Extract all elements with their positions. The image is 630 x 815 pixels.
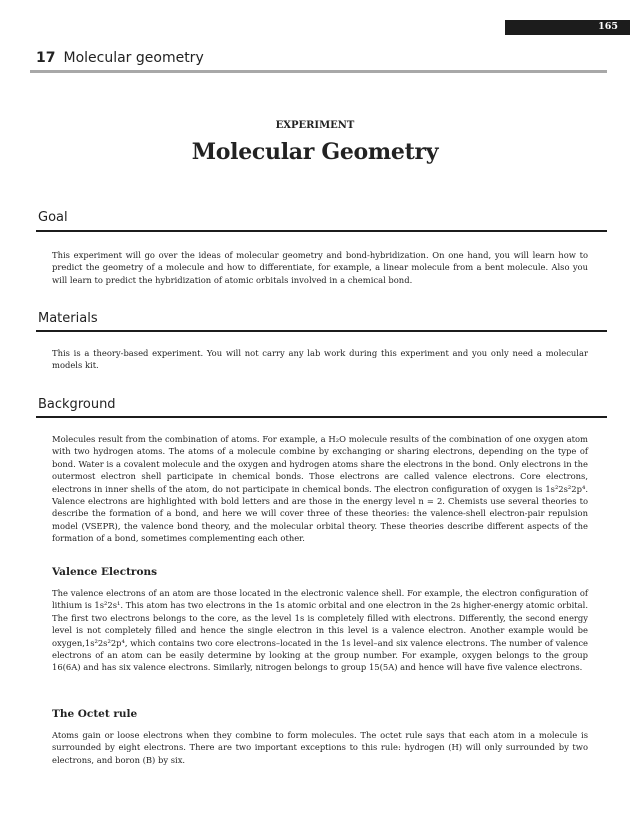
chapter-title: Molecular geometry <box>63 50 204 66</box>
chapter-number: 17 <box>36 50 56 66</box>
goal-heading: Goal <box>38 210 68 225</box>
octet-paragraph: Atoms gain or loose electrons when they combine to form molecules. The octet rule says that each atom in a molecule is surrounded by eight electrons. There are two important exceptions to this rule: hydrogen (H) will only surrounded by two electrons, and boron (B) by six. <box>52 730 588 765</box>
page-number-bar <box>505 20 630 35</box>
materials-paragraph: This is a theory-based experiment. You will not carry any lab work during this experiment and you only need a molecular models kit. <box>52 348 588 371</box>
materials-rule <box>36 330 607 332</box>
goal-paragraph: This experiment will go over the ideas of molecular geometry and bond-hybridization. On one hand, you will learn how to predict the geometry of a molecule and how to differentiate, for example, a linear molecule from a bent molecule. Also you will learn to predict the hybridization of atomic orbitals involved in a chemical bond. <box>52 250 588 285</box>
materials-heading: Materials <box>38 311 98 326</box>
background-heading: Background <box>38 397 116 412</box>
goal-rule <box>36 230 607 232</box>
chapter-header <box>36 50 204 66</box>
octet-heading: The Octet rule <box>52 708 138 720</box>
experiment-title: Molecular Geometry <box>191 139 439 165</box>
background-paragraph: Molecules result from the combination of atoms. For example, a H₂O molecule results of the combination of one oxygen atom with two hydrogen atoms. The atoms of a molecule combine by exchanging or sharing electrons, depending on the type of bond. Water is a covalent molecule and the oxygen and hydrogen atoms share the electrons in the bond. Only electrons in the outermost electron shell participate in chemical bonds. Those electrons are called valence electrons. Core electrons, electrons in inner shells of the atom, do not participate in chemical bonds. The electron configuration of oxygen is 1s²2s²2p⁴. Valence electrons are highlighted with bold letters and are those in the energy level n = 2. Chemists use several theories to describe the formation of a bond, and here we will cover three of these theories: the valence-shell electron-pair repulsion model (VSEPR), the valence bond theory, and the molecular orbital theory. These theories describe different aspects of the formation of a bond, sometimes complementing each other. <box>52 434 588 544</box>
chapter-rule <box>30 70 607 73</box>
valence-heading: Valence Electrons <box>52 566 158 578</box>
background-rule <box>36 416 607 418</box>
page-number: 165 <box>598 21 618 32</box>
valence-paragraph: The valence electrons of an atom are those located in the electronic valence shell. For example, the electron configuration of lithium is 1s²2s¹. This atom has two electrons in the 1s atomic orbital and one electron in the 2s higher-energy atomic orbital. The first two electrons belongs to the core, as the level 1s is completely filled with electrons. Differently, the second energy level is not completely filled and hence the single electron in this level is a valence electron. Another example would be oxygen,1s²2s²2p⁴, which contains two core electrons–located in the 1s level–and six valence electrons. The number of valence electrons of an atom can be easily determine by looking at the group number. For example, oxygen belongs to the group 16(6A) and has six valence electrons. Similarly, nitrogen belongs to group 15(5A) and hence will have five valence electrons. <box>52 588 588 673</box>
experiment-kicker: EXPERIMENT <box>275 120 355 131</box>
